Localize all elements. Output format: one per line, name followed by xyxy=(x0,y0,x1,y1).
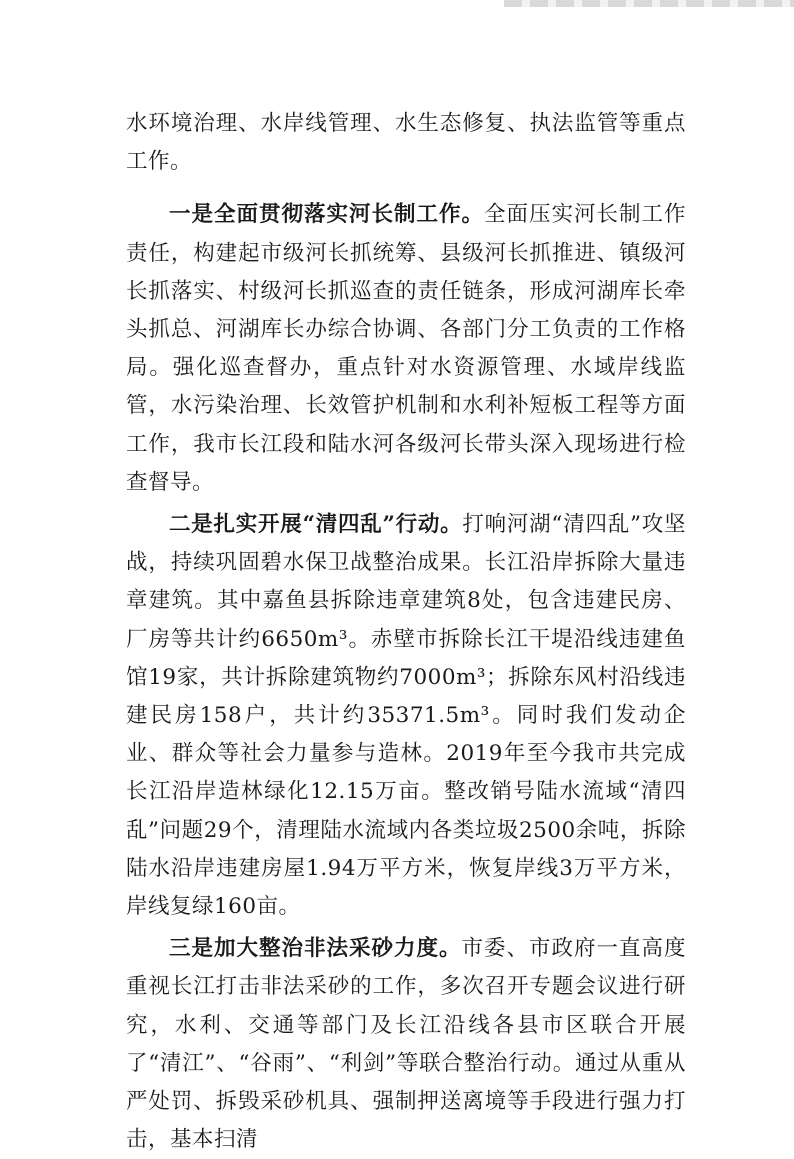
paragraph-lead: 一是全面贯彻落实河长制工作。 xyxy=(169,202,484,228)
paragraph-body: 市委、市政府一直高度重视长江打击非法采砂的工作，多次召开专题会议进行研究，水利、交通等部门及长江沿线各县市区联合开展了“清江”、“谷雨”、“利剑”等联合整治行动。通过从重从严处罚、拆毁采砂机具、强制押送离境等手段进行强力打击，基本扫清 xyxy=(126,936,686,1153)
scan-edge-artifact xyxy=(504,0,794,7)
paragraph-lead: 二是扎实开展“清四乱”行动。 xyxy=(169,512,463,538)
paragraph-body: 水环境治理、水岸线管理、水生态修复、执法监管等重点工作。 xyxy=(126,111,686,175)
document-page xyxy=(126,105,686,1159)
paragraph-continuation xyxy=(126,105,686,181)
paragraph-body: 全面压实河长制工作责任，构建起市级河长抓统筹、县级河长抓推进、镇级河长抓落实、村级河长抓巡查的责任链条，形成河湖库长牵头抓总、河湖库长办综合协调、各部门分工负责的工作格局。强化巡查督办，重点针对水资源管理、水域岸线监管，水污染治理、长效管护机制和水利补短板工程等方面工作，我市长江段和陆水河各级河长带头深入现场进行检查督导。 xyxy=(126,202,686,495)
paragraph-illegal-sand-mining xyxy=(126,930,686,1159)
paragraph-lead: 三是加大整治非法采砂力度。 xyxy=(169,936,462,962)
paragraph-clear-four-chaos xyxy=(126,506,686,926)
paragraph-river-chief-system xyxy=(126,196,686,502)
paragraph-body: 打响河湖“清四乱”攻坚战，持续巩固碧水保卫战整治成果。长江沿岸拆除大量违章建筑。其中嘉鱼县拆除违章建筑8处，包含违建民房、厂房等共计约6650m³。赤壁市拆除长江干堤沿线违建鱼馆19家，共计拆除建筑物约7000m³；拆除东风村沿线违建民房158户，共计约35371.5m³。同时我们发动企业、群众等社会力量参与造林。2019年至今我市共完成长江沿岸造林绿化12.15万亩。整改销号陆水流域“清四乱”问题29个，清理陆水流域内各类垃圾2500余吨，拆除陆水沿岸违建房屋1.94万平方米，恢复岸线3万平方米，岸线复绿160亩。 xyxy=(126,512,686,920)
